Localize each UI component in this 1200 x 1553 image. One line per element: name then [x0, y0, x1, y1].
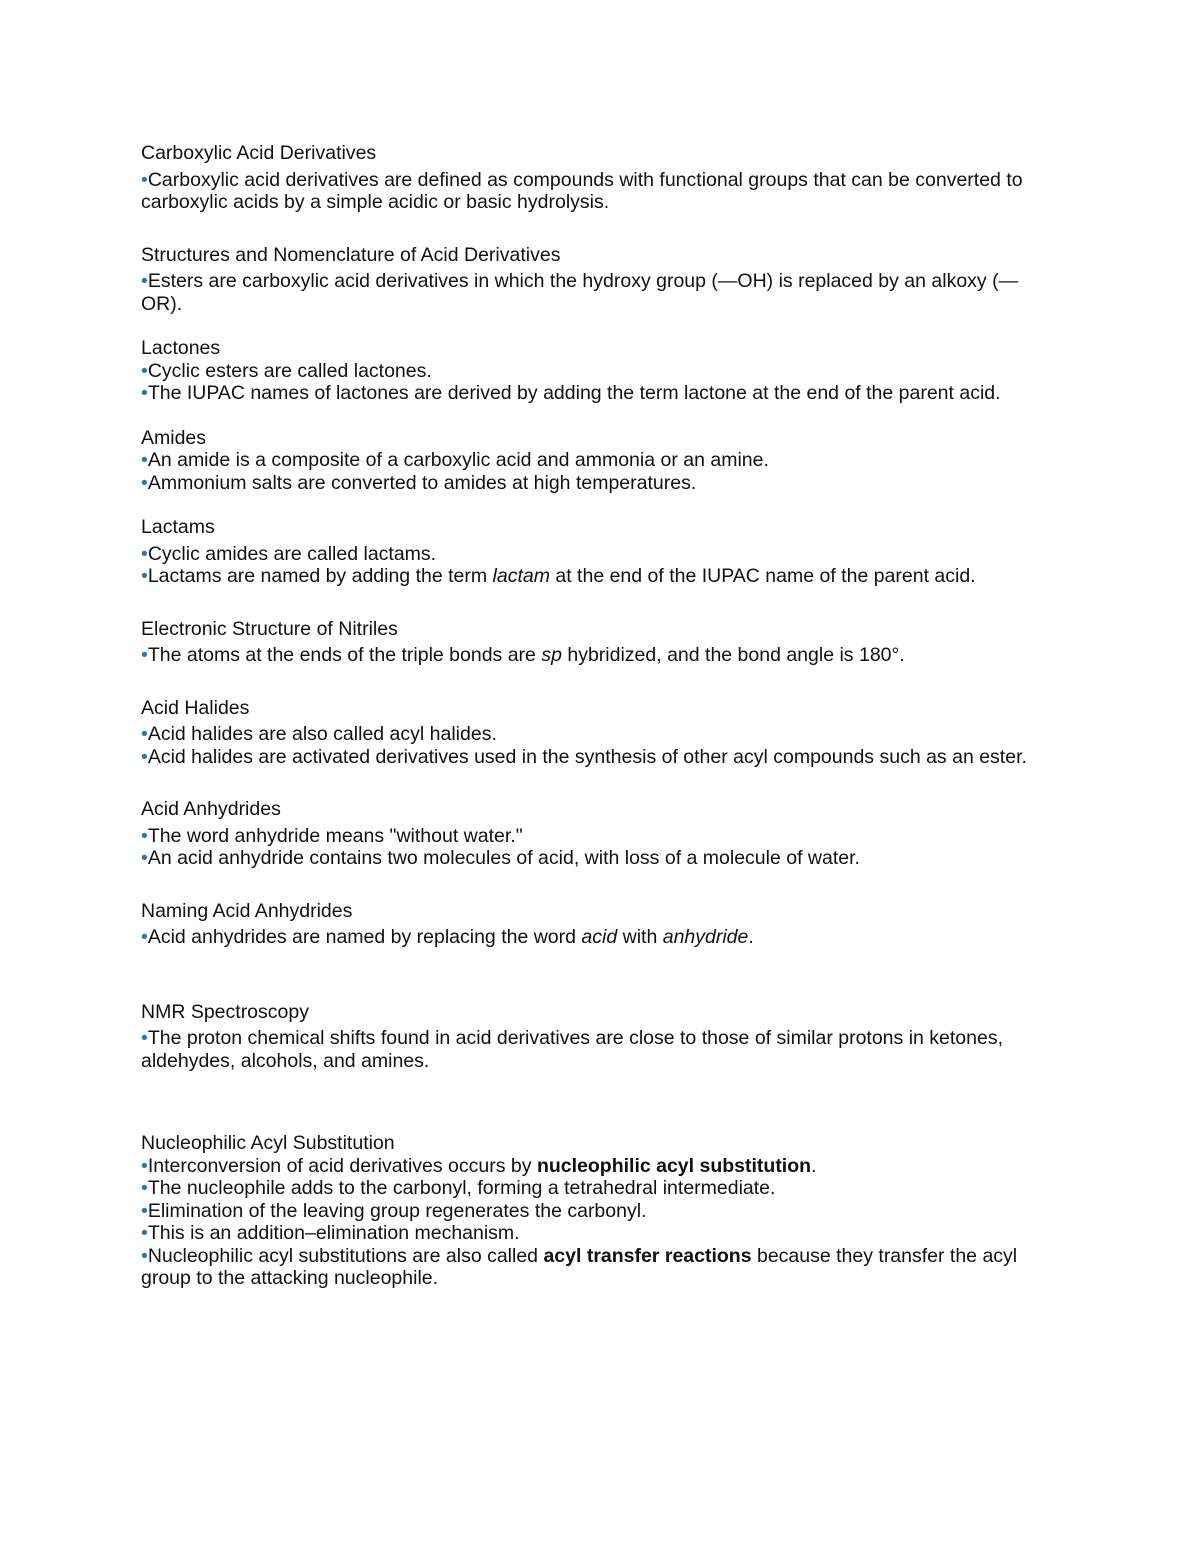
bullet-dot-icon: •	[141, 542, 148, 565]
document-body	[141, 142, 1051, 1290]
section	[141, 1001, 1051, 1073]
section-heading: Structures and Nomenclature of Acid Derivatives	[141, 243, 561, 266]
bullet-dot-icon: •	[141, 723, 148, 745]
section-heading: Lactams	[141, 516, 215, 538]
bullet-item	[141, 1200, 1051, 1223]
bullet-dot-icon: •	[141, 471, 148, 494]
bullet-text: hybridized, and the bond angle is 180°.	[561, 644, 905, 666]
italic-term: lactam	[492, 565, 550, 587]
bullet-text: An acid anhydride contains two molecules of acid, with loss of a molecule of water.	[147, 847, 860, 869]
bullet-dot-icon: •	[141, 359, 148, 382]
bullet-item	[141, 746, 1051, 769]
section	[141, 1132, 1051, 1290]
bullet-text: The IUPAC names of lactones are derived by adding the term lactone at the end of the parent acid.	[147, 382, 1001, 404]
bullet-text: Ammonium salts are converted to amides at high temperatures.	[147, 471, 697, 494]
section-heading: Acid Anhydrides	[141, 798, 281, 820]
bullet-text: An amide is a composite of a carboxylic acid and ammonia or an amine.	[147, 449, 769, 471]
bullet-dot-icon: •	[141, 1244, 148, 1267]
bullet-text: Acid halides are also called acyl halides.	[147, 723, 497, 745]
bullet-dot-icon: •	[141, 847, 148, 869]
bullet-text: because they transfer the acyl group to the attacking nucleophile.	[141, 1244, 1018, 1289]
bullet-dot-icon: •	[141, 1177, 148, 1199]
bullet-item	[141, 847, 1051, 870]
bullet-text: at the end of the IUPAC name of the parent acid.	[549, 565, 976, 587]
bullet-dot-icon: •	[141, 644, 148, 666]
bullet-item	[141, 1222, 1051, 1245]
bullet-item	[141, 472, 1051, 495]
section	[141, 618, 1051, 667]
section-heading: Electronic Structure of Nitriles	[141, 617, 398, 640]
bullet-item	[141, 543, 1051, 566]
bullet-item	[141, 1027, 1051, 1072]
section-heading: Carboxylic Acid Derivatives	[141, 142, 377, 164]
bullet-dot-icon: •	[141, 926, 148, 948]
bullet-item	[141, 360, 1051, 383]
bullet-dot-icon: •	[141, 565, 148, 587]
bullet-text: Nucleophilic acyl substitutions are also called	[147, 1244, 544, 1267]
bullet-text: Carboxylic acid derivatives are defined as compounds with functional groups that can be converted to carboxylic acids by a simple acidic or basic hydrolysis.	[141, 168, 1023, 213]
bullet-dot-icon: •	[141, 1027, 148, 1049]
bullet-item	[141, 825, 1051, 848]
bullet-item	[141, 1177, 1051, 1200]
bullet-dot-icon: •	[141, 270, 148, 292]
bullet-item	[141, 382, 1051, 405]
section	[141, 697, 1051, 769]
bullet-item	[141, 565, 1051, 588]
bullet-dot-icon: •	[141, 1199, 148, 1222]
section	[141, 427, 1051, 495]
bullet-text: The word anhydride means "without water."	[147, 824, 523, 847]
bold-term: nucleophilic acyl substitution	[536, 1154, 812, 1177]
italic-term: sp	[541, 644, 562, 666]
bullet-dot-icon: •	[141, 1222, 148, 1244]
section-heading: Nucleophilic Acyl Substitution	[141, 1132, 395, 1154]
bullet-item	[141, 644, 1051, 667]
bullet-text: Acid anhydrides are named by replacing the word	[147, 926, 582, 948]
italic-term: anhydride	[662, 926, 749, 948]
section	[141, 142, 1051, 214]
section-heading: NMR Spectroscopy	[141, 1000, 309, 1023]
bullet-dot-icon: •	[141, 1154, 148, 1177]
bullet-item	[141, 1155, 1051, 1178]
bullet-text: Interconversion of acid derivatives occurs by	[147, 1154, 537, 1177]
bullet-text: Esters are carboxylic acid derivatives in which the hydroxy group (—OH) is replaced by an alkoxy (—OR).	[141, 270, 1019, 315]
bullet-dot-icon: •	[141, 449, 148, 471]
section-heading: Acid Halides	[141, 696, 250, 719]
bullet-text: Cyclic amides are called lactams.	[147, 542, 437, 565]
section-heading: Lactones	[141, 337, 221, 359]
bullet-text: with	[617, 926, 663, 948]
section	[141, 516, 1051, 588]
bullet-text: Cyclic esters are called lactones.	[147, 359, 432, 382]
italic-term: acid	[581, 926, 618, 948]
section	[141, 337, 1051, 405]
bullet-text: .	[811, 1154, 817, 1177]
bullet-text: The proton chemical shifts found in acid derivatives are close to those of similar protons in ketones, aldehydes, alcohols, and amines.	[141, 1027, 1004, 1072]
bullet-dot-icon: •	[141, 168, 148, 191]
bullet-item	[141, 270, 1051, 315]
bullet-item	[141, 169, 1051, 214]
bullet-dot-icon: •	[141, 824, 148, 847]
section	[141, 244, 1051, 316]
section-heading: Amides	[141, 426, 207, 449]
bullet-text: The atoms at the ends of the triple bonds are	[147, 644, 542, 666]
bullet-text: The nucleophile adds to the carbonyl, forming a tetrahedral intermediate.	[147, 1177, 776, 1199]
bullet-text: Lactams are named by adding the term	[147, 565, 493, 587]
bullet-text: Acid halides are activated derivatives used in the synthesis of other acyl compounds such as an ester.	[147, 745, 1027, 768]
section	[141, 798, 1051, 870]
bullet-text: Elimination of the leaving group regenerates the carbonyl.	[147, 1199, 647, 1222]
bullet-text: .	[748, 926, 754, 948]
bullet-dot-icon: •	[141, 745, 148, 768]
bullet-item	[141, 1245, 1051, 1290]
bullet-item	[141, 723, 1051, 746]
section	[141, 900, 1051, 949]
bold-term: acyl transfer reactions	[543, 1244, 752, 1267]
bullet-text: This is an addition–elimination mechanism.	[147, 1222, 520, 1244]
bullet-item	[141, 926, 1051, 949]
section-heading: Naming Acid Anhydrides	[141, 899, 353, 922]
bullet-dot-icon: •	[141, 382, 148, 404]
bullet-item	[141, 449, 1051, 472]
